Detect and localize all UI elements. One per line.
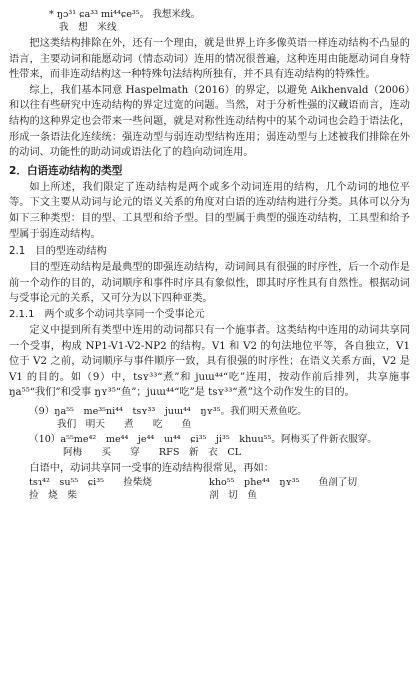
example-10-line: （10）a⁵⁵me⁴² me⁴⁴ je⁴⁴ ɯ⁴⁴ ɕi³⁵ ji³⁵ khuu⁵⁵。阿梅买了件新衣服穿。 [29,433,377,445]
example-pair-right [209,476,357,502]
example-top-gloss: 我 想 米线 [59,22,117,33]
example-pair-left [29,476,209,502]
paragraph-2: 综上，我们基本同意 Haspelmath（2016）的界定，以避免 Aikhenvald（2006）和以往有些研究中连动结构的界定过宽的问题。当然，对于分析性强的汉藏语而言，连动结构的这种界定也会带来一些问题，就是对称性连动结构中的某个动词也会趋于语法化，形成一条语法化连续统：强连动型与弱连动型结构连用；弱连动型与上述被我们排除在外的动词、功能性的助动词或语法化了的趋向动词连用。 [9,84,410,159]
example-10 [9,433,410,459]
example-top-line: * ŋɔ³¹ ɕa³³ mi⁴⁴ɕe³⁵。 我想米线。 [49,9,201,20]
section-2-1-heading: 2.1 目的型连动结构 [9,246,107,258]
section-2-1-1-heading: 2.1.1 两个或多个动词共享同一个受事论元 [9,308,205,320]
paragraph-4: 目的型连动结构是最典型的即强连动结构，动词间具有很强的时序性，后一个动作是前一个动作的目的，动词顺序和事件时序具有象似性，即其时序性具有自然性。根据动词与受事论元的关系，又可分为以下四种亚类。 [9,262,410,305]
example-9 [9,405,410,431]
paragraph-1: 把这类结构排除在外，还有一个理由，就是世界上许多像英语一样连动结构不凸显的语言，主要动词和能愿动词（情态动词）连用的情况很普遍，这种连用由能愿动词自身特性带来，而非连动结构这一种特殊句法结构所独有，并不具有连动结构的特殊性。 [9,38,410,81]
example-10-gloss: 阿梅 买 穿 RFS 新 衣 CL [63,446,242,458]
example-top [9,8,410,34]
paragraph-3: 如上所述，我们限定了连动结构是两个或多个动词连用的结构，几个动词的地位平等。下文主要从动词与论元的语义关系的角度对白语的连动结构进行分类。具体可以分为如下三种类型：目的型、工具型和给予型。目的型属于典型的强连动结构，工具型和给予型属于弱连动结构。 [9,181,410,240]
example-pair-left-line: tsɿ⁴² su⁵⁵ ɕi³⁵ 捡柴烧 [29,477,152,489]
paragraph-6: 白语中，动词共享同一受事的连动结构很常见，再如： [29,462,274,474]
example-9-gloss: 我们 明天 煮 吃 鱼 [57,418,192,430]
example-pairs [9,476,410,502]
example-pair-right-line: kho⁵⁵ phe⁴⁴ ŋʏ³⁵ 鱼剖了切 [209,477,358,489]
example-pair-right-gloss: 剖 切 鱼 [209,490,257,502]
example-pair-left-gloss: 捡 烧 柴 [29,490,77,502]
paragraph-5: 定义中提到所有类型中连用的动词都只有一个施事者。这类结构中连用的动词共享同一个受事，构成 NP1-V1-V2-NP2 的结构。V1 和 V2 的句法地位平等，各自独立，V1 位于 V2 之前，动词顺序与事件顺序一致，具有很强的时序性；在语义关系方面，V2 是 V1 的目的。如（9）中，tsʏ³³“煮”和 juɯ⁴⁴“吃”连用，按动作前后排列，共享施事 ŋa⁵⁵“我们”和受事 ŋʏ³⁵“鱼”；juɯ⁴⁴“吃”是 tsʏ³³“煮”这个动作发生的目的。 [9,324,410,399]
section-2-heading: 2．白语连动结构的类型 [9,164,123,177]
example-9-line: （9）ŋa⁵⁵ me³⁵ni⁴⁴ tsʏ³³ juɯ⁴⁴ ŋʏ³⁵。我们明天煮鱼吃。 [29,405,307,417]
